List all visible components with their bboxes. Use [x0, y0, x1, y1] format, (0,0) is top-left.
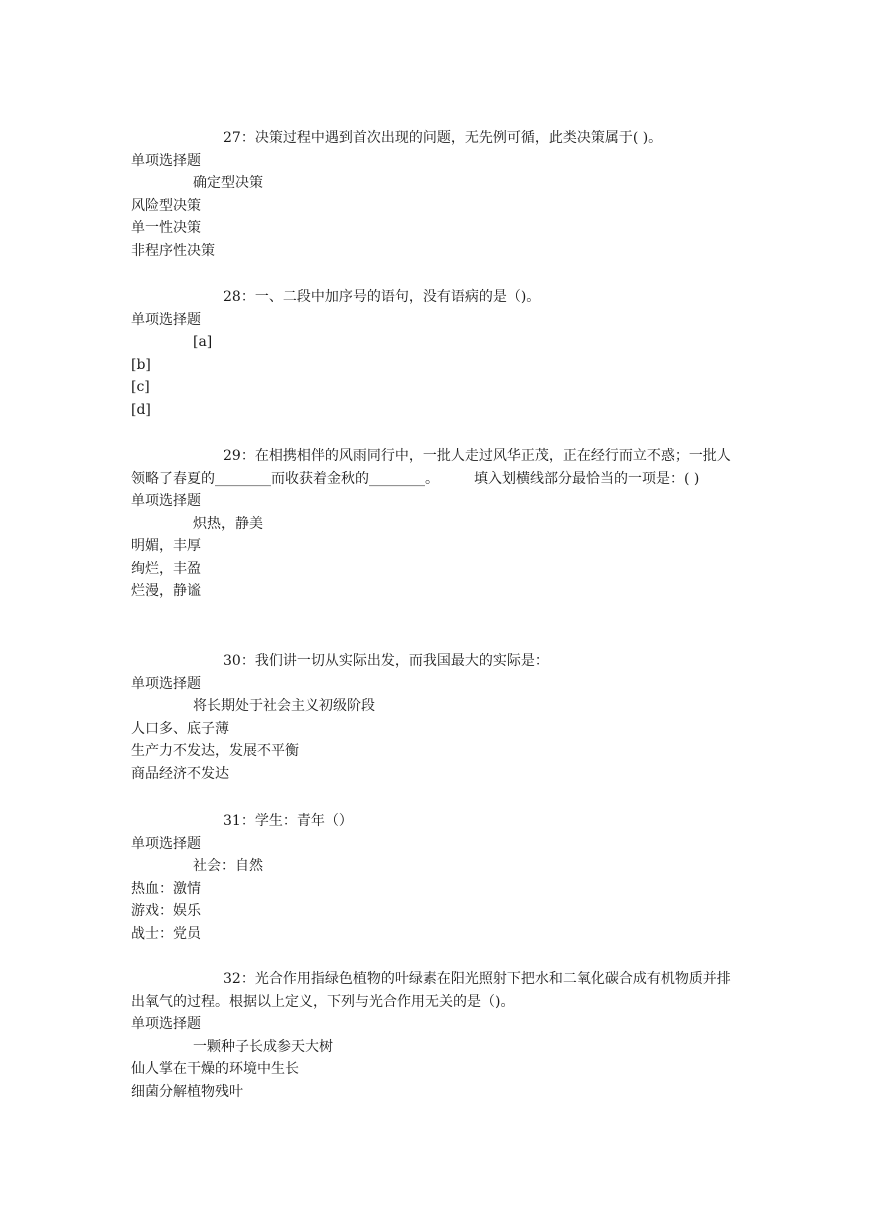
question-29	[131, 445, 741, 603]
option-c: 生产力不发达，发展不平衡	[131, 743, 299, 759]
option-b: 热血：激情	[131, 880, 201, 897]
option-d: 商品经济不发达	[131, 765, 229, 782]
option-a: 一颗种子长成参天大树	[193, 1038, 333, 1055]
question-stem: 32：光合作用指绿色植物的叶绿素在阳光照射下把水和二氧化碳合成有机物质并排出氧气的过程。根据以上定义，下列与光合作用无关的是（)。	[131, 971, 731, 1010]
option-d: 战士：党员	[131, 925, 201, 942]
option-c: 细菌分解植物残叶	[131, 1083, 243, 1100]
question-stem: 28：一、二段中加序号的语句，没有语病的是（)。	[223, 289, 541, 305]
option-b: 人口多、底子薄	[131, 720, 229, 737]
option-d: 烂漫，静谧	[131, 583, 201, 599]
option-b: 风险型决策	[131, 197, 201, 214]
option-b: [b]	[131, 356, 151, 373]
option-d: [d]	[131, 401, 151, 418]
question-stem: 29：在相携相伴的风雨同行中，一批人走过风华正茂，正在经行而立不惑；一批人领略了春夏的________而收获着金秋的________。 填入划横线部分最恰当的一项是：( )	[131, 448, 731, 487]
option-a: 社会：自然	[193, 858, 263, 874]
question-type: 单项选择题	[131, 675, 201, 692]
question-30	[131, 650, 741, 785]
option-c: 游戏：娱乐	[131, 903, 201, 919]
option-c: [c]	[131, 379, 150, 395]
option-a: [a]	[193, 334, 213, 350]
question-32	[131, 968, 741, 1103]
question-type: 单项选择题	[131, 493, 201, 509]
option-c: 单一性决策	[131, 220, 201, 236]
question-type: 单项选择题	[131, 1016, 201, 1032]
question-31	[131, 810, 741, 945]
question-28	[131, 286, 741, 421]
option-d: 非程序性决策	[131, 242, 215, 259]
option-a: 将长期处于社会主义初级阶段	[193, 698, 375, 714]
option-b: 仙人掌在干燥的环境中生长	[131, 1061, 299, 1077]
question-type: 单项选择题	[131, 152, 201, 169]
option-a: 炽热，静美	[193, 515, 263, 532]
question-type: 单项选择题	[131, 835, 201, 852]
question-stem: 31：学生：青年（）	[223, 813, 353, 829]
option-c: 绚烂，丰盈	[131, 560, 201, 577]
option-b: 明媚，丰厚	[131, 538, 201, 554]
question-stem: 27：决策过程中遇到首次出现的问题，无先例可循，此类决策属于( )。	[223, 130, 663, 146]
question-type: 单项选择题	[131, 311, 201, 328]
option-a: 确定型决策	[193, 175, 263, 191]
question-stem: 30：我们讲一切从实际出发，而我国最大的实际是：	[223, 653, 549, 669]
question-27	[131, 127, 741, 262]
